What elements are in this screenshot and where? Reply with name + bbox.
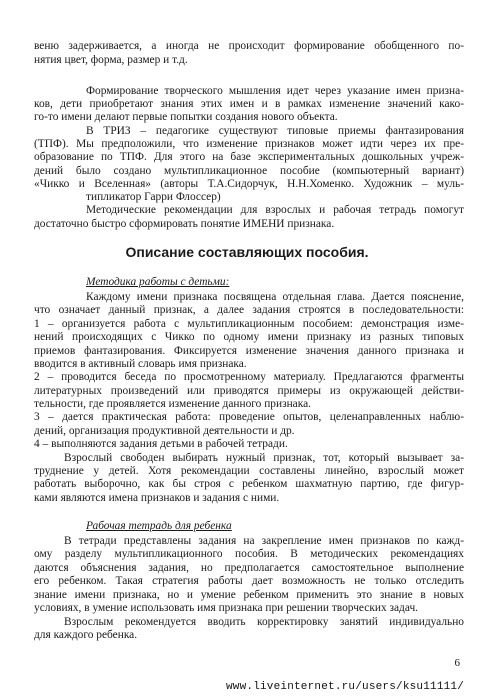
- text-line: Методические рекомендации для взрослых и рабочая тетрадь помогут: [86, 204, 464, 216]
- text-line: 3 – дается практическая работа: проведение опытов, целенаправленных наблю-: [34, 411, 464, 423]
- text-line: ому разделу мультипликационного пособия. В методических рекомендациях: [34, 548, 464, 560]
- text-line: нений происходящих с Чикко по одному имени признаку из разных типовых: [34, 331, 464, 343]
- text-line: вводится в активный словарь имя признака.: [34, 358, 247, 370]
- footer-url: www.liveinternet.ru/users/ksu11111/: [226, 681, 465, 693]
- text-line: достаточно быстро сформировать понятие ИМЕНИ признака.: [34, 218, 335, 230]
- text-line: его ребенком. Такая стратегия работы дает возможность не только отследить: [34, 575, 464, 587]
- text-line: Каждому имени признака посвящена отдельная глава. Дается пояснение,: [86, 291, 464, 303]
- text-line: Взрослым рекомендуется вводить корректировку занятий индивидуально: [64, 616, 464, 628]
- text-line: дений было создано мультипликационное пособие (компьютерный вариант): [34, 165, 464, 177]
- text-line: литературных произведений или приводятся примеры из окружающей действи-: [34, 385, 464, 397]
- text-line: тельности, где проявляется изменение данного признака.: [34, 398, 312, 410]
- text-line: дений, организация продуктивной деятельности и др.: [34, 425, 295, 437]
- subheading-workbook: Рабочая тетрадь для ребенка: [86, 520, 232, 532]
- text-line: что означает данный признак, а далее задания строятся в последовательности:: [34, 304, 464, 316]
- text-line: работать выборочно, как бы строя с ребенком шахматную партию, где фигур-: [34, 478, 464, 490]
- page-number: 6: [454, 657, 460, 669]
- section-heading: Описание составляющих пособия.: [125, 244, 369, 260]
- text-line: даются объяснения задания, но предполагается самостоятельное выполнение: [34, 562, 464, 574]
- text-line: Взрослый свободен выбирать нужный признак, тот, который вызывает за-: [64, 452, 464, 464]
- text-line: 2 – проводится беседа по просмотренному материалу. Предлагаются фрагменты: [34, 371, 464, 383]
- text-line: для каждого ребенка.: [34, 629, 138, 641]
- text-line: (ТПФ). Мы предположили, что изменение признаков может идти через их пре-: [34, 138, 464, 150]
- text-line: знание имени признака, но и умение ребенком применить это знание в новых: [34, 589, 464, 601]
- text-line: веню задерживается, а иногда не происходит формирование обобщенного по-: [34, 40, 464, 52]
- subheading-methods: Методика работы с детьми:: [86, 276, 230, 288]
- text-line: «Чикко и Вселенная» (авторы Т.А.Сидорчук, Н.Н.Хоменко. Художник – муль-: [34, 178, 464, 190]
- text-line: ков, дети приобретают знания этих имен и в рамках изменение значений како-: [34, 98, 464, 110]
- text-line: приемов фантазирования. Фиксируется изменение значения данного признака и: [34, 345, 464, 357]
- text-line: 1 – организуется работа с мультипликационным пособием: демонстрация изме-: [34, 318, 464, 330]
- text-line: го-то имени делают первые попытки создания нового объекта.: [34, 111, 338, 123]
- text-line: В ТРИЗ – педагогике существуют типовые приемы фантазирования: [86, 125, 464, 137]
- text-line: ками являются имена признаков и задания с ними.: [34, 492, 280, 504]
- text-line: труднение у детей. Хотя рекомендации составлены линейно, взрослый может: [34, 465, 464, 477]
- text-line: образование по ТПФ. Для этого на базе экспериментальных дошкольных учреж-: [34, 151, 464, 163]
- text-line: В тетради представлены задания на закрепление имен признаков по кажд-: [64, 535, 464, 547]
- text-line: условиях, в умение использовать имя признака при решении творческих задач.: [34, 602, 419, 614]
- text-line: 4 – выполняются задания детьми в рабочей тетради.: [34, 438, 288, 450]
- text-line: типликатор Гарри Флоссер): [86, 191, 221, 203]
- text-line: нятия цвет, форма, размер и т.д.: [34, 54, 188, 66]
- text-line: Формирование творческого мышления идет через указание имен призна-: [86, 85, 464, 97]
